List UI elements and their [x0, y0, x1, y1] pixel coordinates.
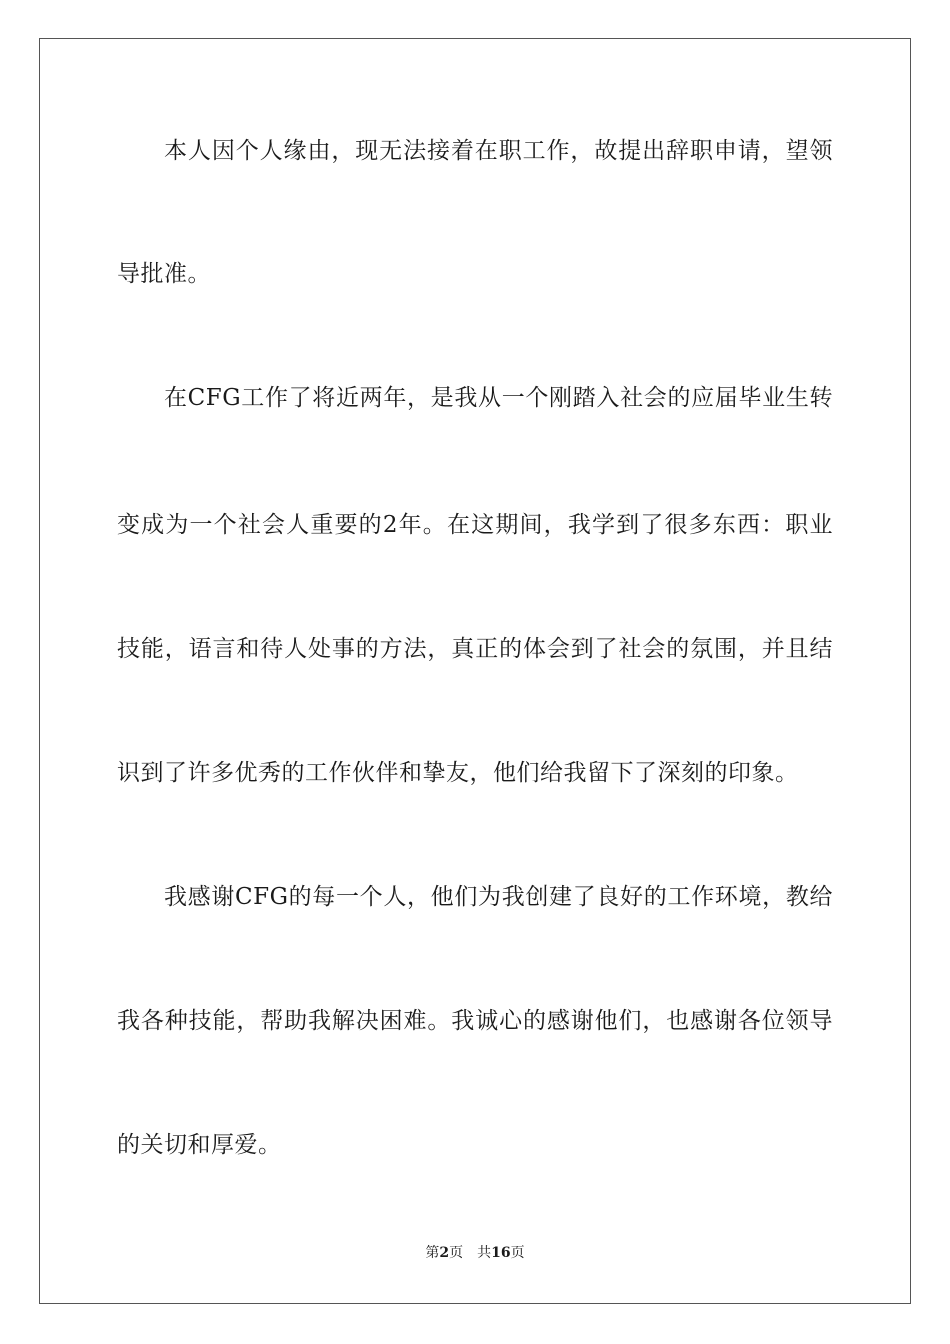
total-pages: 16: [491, 1245, 511, 1261]
page-footer: [0, 1243, 950, 1263]
page-number: 2: [439, 1245, 450, 1261]
total-suffix: 页: [510, 1245, 525, 1261]
page-border: [39, 38, 911, 1304]
paragraph-3-line-3: 的关切和厚爱。: [117, 1132, 282, 1158]
paragraph-2-line-4: 识到了许多优秀的工作伙伴和挚友，他们给我留下了深刻的印象。: [117, 760, 799, 786]
page-prefix: 第: [425, 1245, 440, 1261]
paragraph-3-line-1: 我感谢CFG的每一个人，他们为我创建了良好的工作环境，教给: [164, 884, 833, 910]
paragraph-2-line-1: 在CFG工作了将近两年，是我从一个刚踏入社会的应届毕业生转: [164, 385, 833, 411]
paragraph-2-line-3: 技能，语言和待人处事的方法，真正的体会到了社会的氛围，并且结: [117, 636, 833, 662]
page-suffix: 页: [449, 1245, 464, 1261]
paragraph-1-line-2: 导批准。: [117, 261, 211, 287]
paragraph-1-line-1: 本人因个人缘由，现无法接着在职工作，故提出辞职申请，望领: [164, 138, 833, 164]
paragraph-2-line-2: 变成为一个社会人重要的2年。在这期间，我学到了很多东西：职业: [117, 512, 833, 538]
total-prefix: 共: [477, 1245, 492, 1261]
paragraph-3-line-2: 我各种技能，帮助我解决困难。我诚心的感谢他们，也感谢各位领导: [117, 1008, 833, 1034]
